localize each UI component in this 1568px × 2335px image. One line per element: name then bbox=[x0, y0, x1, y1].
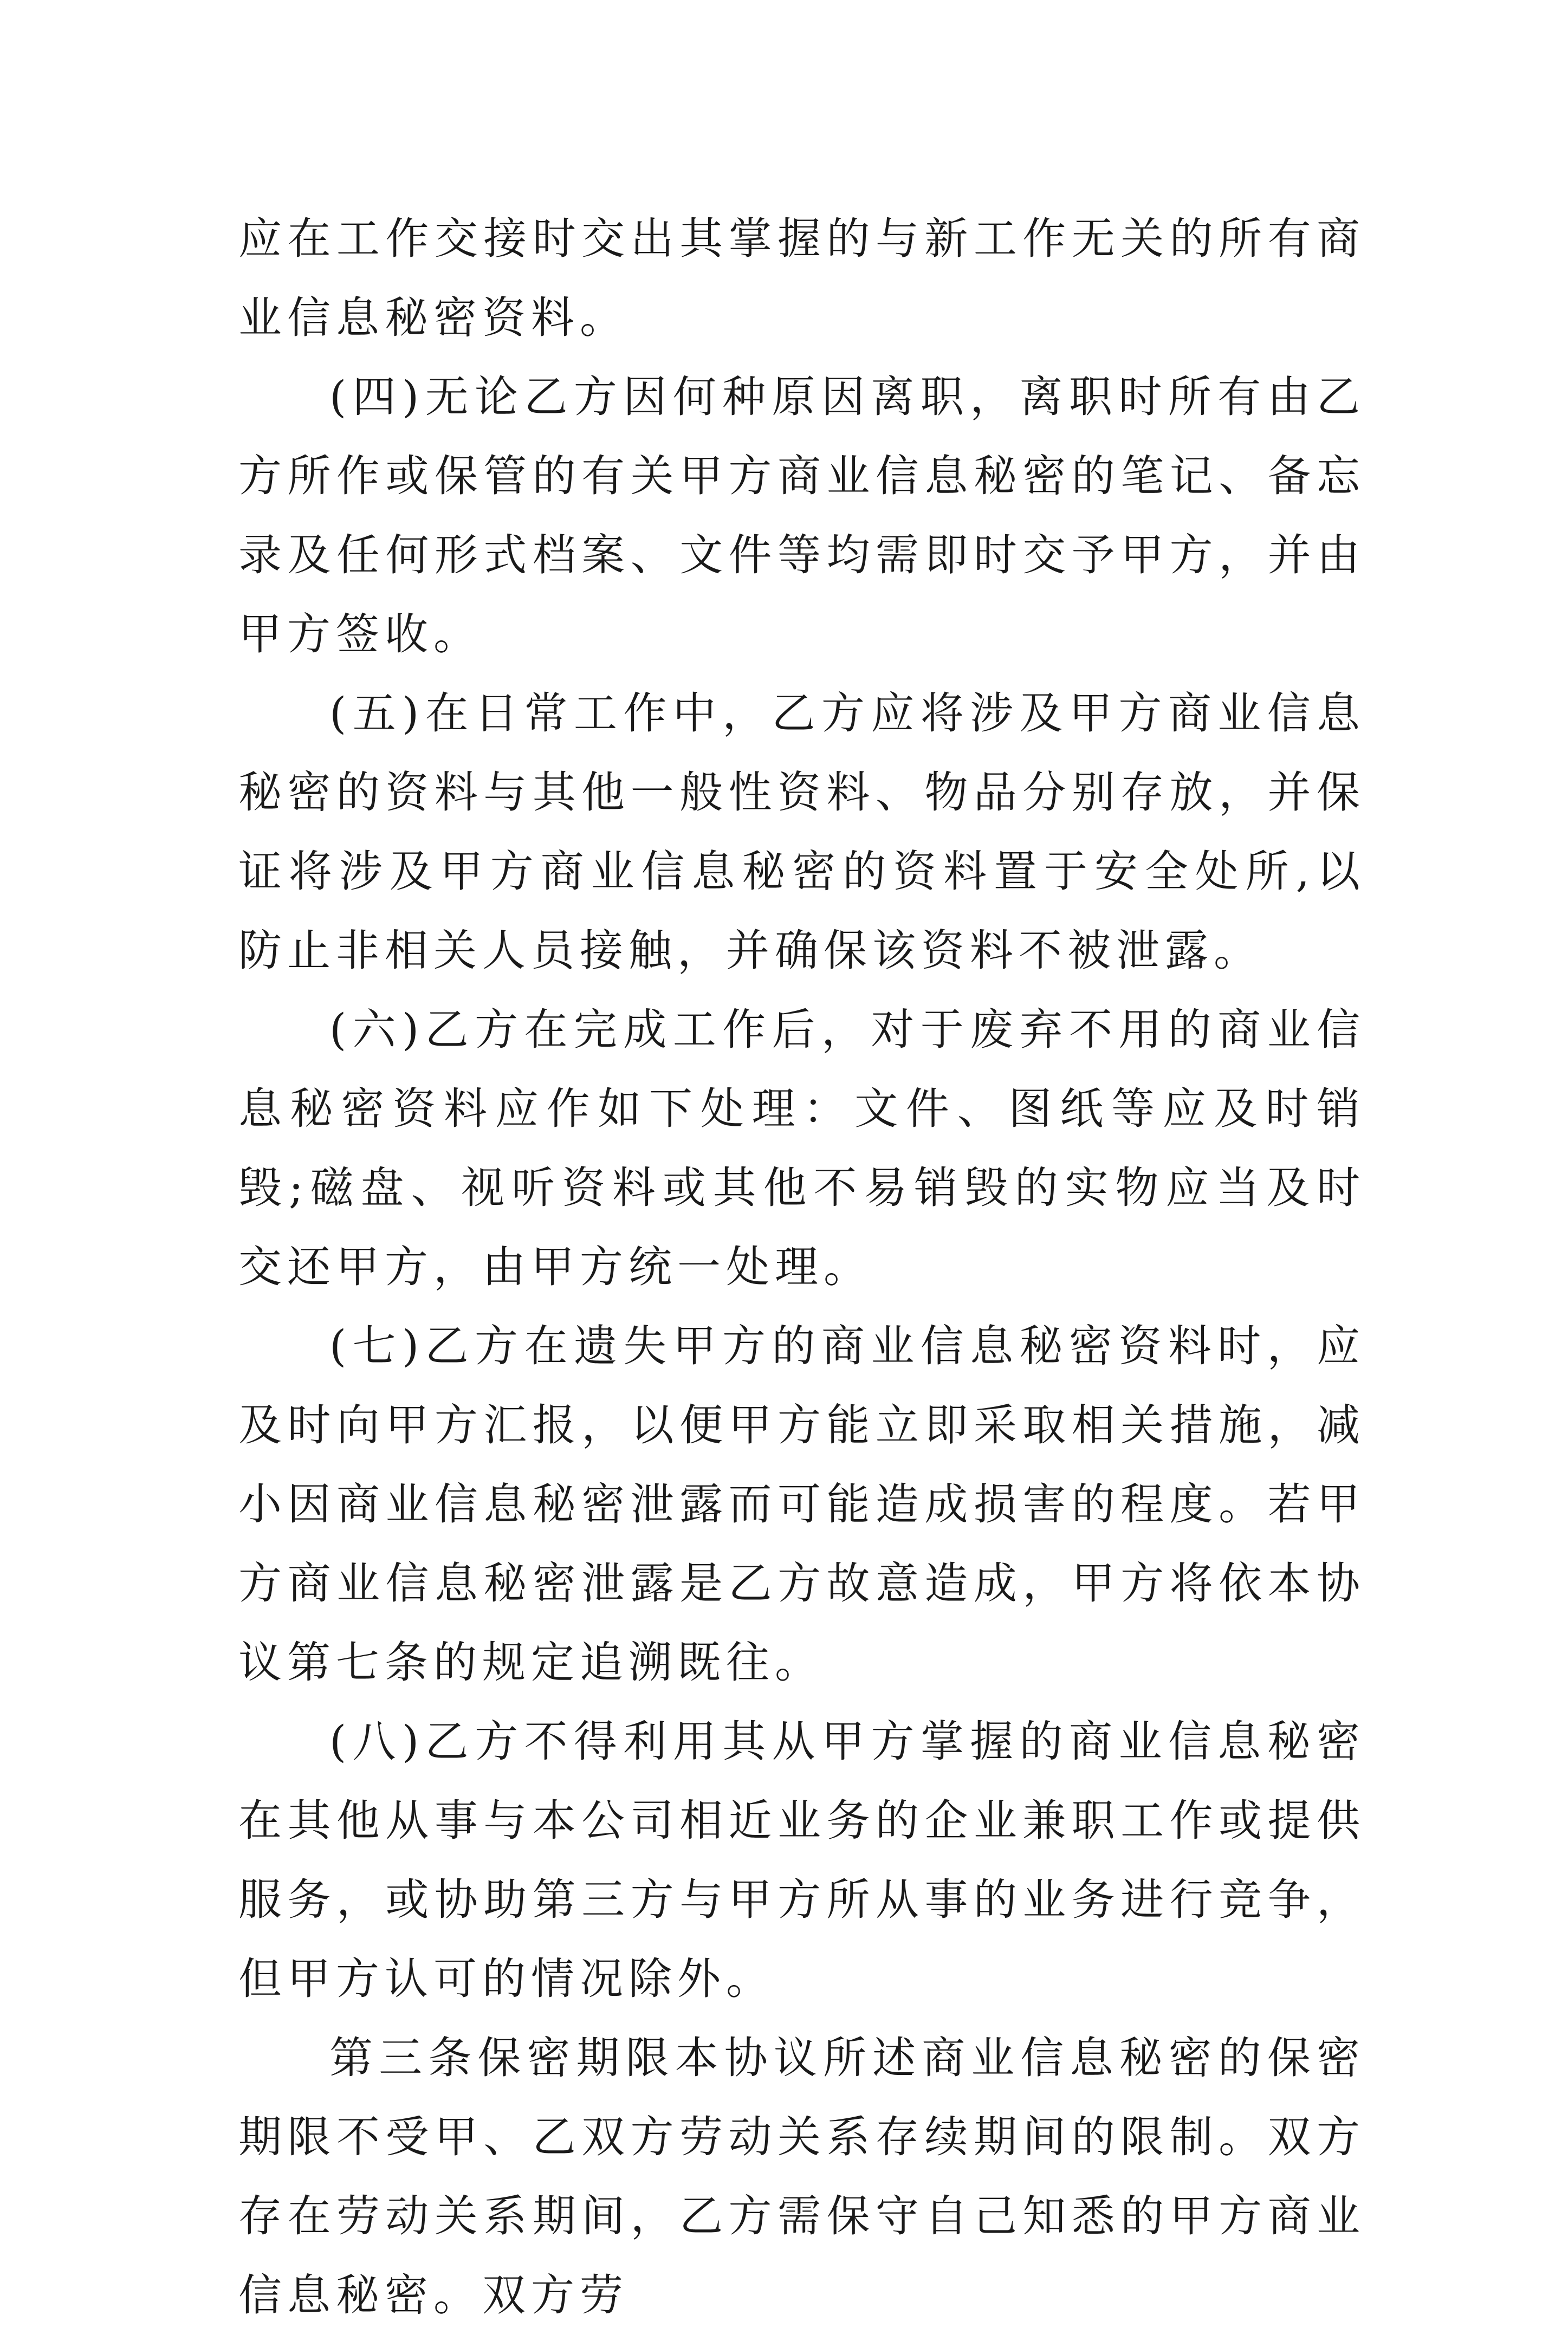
paragraph-clause-4: (四)无论乙方因何种原因离职，离职时所有由乙方所作或保管的有关甲方商业信息秘密的笔记、备忘录及任何形式档案、文件等均需即时交予甲方，并由甲方签收。 bbox=[238, 372, 1365, 659]
paragraph-clause-6: (六)乙方在完成工作后，对于废弃不用的商业信息秘密资料应作如下处理：文件、图纸等应及时销毁;磁盘、视听资料或其他不易销毁的实物应当及时交还甲方，由甲方统一处理。 bbox=[238, 1004, 1365, 1292]
paragraph-clause-8: (八)乙方不得利用其从甲方掌握的商业信息秘密在其他从事与本公司相近业务的企业兼职工作或提供服务，或协助第三方与甲方所从事的业务进行竞争，但甲方认可的情况除外。 bbox=[238, 1716, 1365, 2004]
paragraph-continuation: 应在工作交接时交出其掌握的与新工作无关的所有商业信息秘密资料。 bbox=[238, 213, 1365, 343]
paragraph-clause-5: (五)在日常工作中，乙方应将涉及甲方商业信息秘密的资料与其他一般性资料、物品分别存放，并保证将涉及甲方商业信息秘密的资料置于安全处所,以防止非相关人员接触，并确保该资料不被泄露。 bbox=[238, 688, 1365, 976]
paragraph-article-3: 第三条保密期限本协议所述商业信息秘密的保密期限不受甲、乙双方劳动关系存续期间的限制。双方存在劳动关系期间，乙方需保守自己知悉的甲方商业信息秘密。双方劳 bbox=[238, 2033, 1365, 2320]
document-body bbox=[238, 199, 1365, 2335]
paragraph-clause-7: (七)乙方在遗失甲方的商业信息秘密资料时，应及时向甲方汇报，以便甲方能立即采取相关措施，减小因商业信息秘密泄露而可能造成损害的程度。若甲方商业信息秘密泄露是乙方故意造成，甲方将依本协议第七条的规定追溯既往。 bbox=[238, 1321, 1365, 1688]
